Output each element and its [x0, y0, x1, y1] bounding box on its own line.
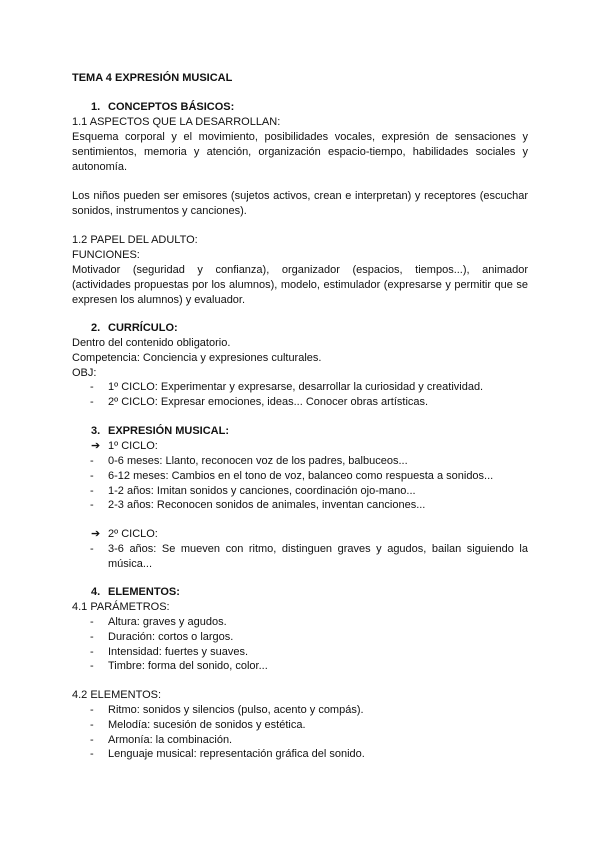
ciclo-1-label: 1º CICLO: — [108, 440, 158, 452]
list-bullet: - — [90, 396, 94, 408]
paragraph-line: (actividades propuestas por los alumnos), modelo, estimulador (expresarse y permitir que se — [72, 279, 528, 291]
arrow-bullet-icon: ➔ — [91, 528, 101, 540]
list-item: 6-12 meses: Cambios en el tono de voz, balanceo como respuesta a sonidos... — [108, 470, 494, 482]
list-item: 2-3 años: Reconocen sonidos de animales, inventan canciones... — [108, 499, 426, 511]
subsection-4-1-heading: 4.1 PARÁMETROS: — [72, 601, 170, 613]
list-bullet: - — [90, 381, 94, 393]
list-item: Timbre: forma del sonido, color... — [108, 660, 268, 672]
list-item: Altura: graves y agudos. — [108, 616, 227, 628]
section-2-heading: CURRÍCULO: — [108, 322, 178, 334]
list-item: 1-2 años: Imitan sonidos y canciones, coordinación ojo-mano... — [108, 485, 416, 497]
paragraph-line: sonidos, instrumentos y canciones). — [72, 205, 247, 217]
list-bullet: - — [90, 470, 94, 482]
list-bullet: - — [90, 734, 94, 746]
section-4-number: 4. — [91, 586, 101, 598]
list-item: Melodía: sucesión de sonidos y estética. — [108, 719, 306, 731]
arrow-bullet-icon: ➔ — [91, 440, 101, 452]
list-bullet: - — [90, 455, 94, 467]
subsection-4-2-heading: 4.2 ELEMENTOS: — [72, 689, 162, 701]
paragraph-line: Los niños pueden ser emisores (sujetos activos, crean e interpretan) y receptores (escuchar — [72, 190, 528, 202]
paragraph-line: expresen los alumnos) y evaluador. — [72, 294, 246, 306]
list-item: Intensidad: fuertes y suaves. — [108, 646, 249, 658]
list-item: Ritmo: sonidos y silencios (pulso, acento y compás). — [108, 704, 364, 716]
list-bullet: - — [90, 499, 94, 511]
obj-label: OBJ: — [72, 367, 97, 379]
list-item: 2º CICLO: Expresar emociones, ideas... Conocer obras artísticas. — [108, 396, 429, 408]
paragraph-line: sentimientos, memoria y atención, organización espacio-tiempo, habilidades sociales y — [72, 146, 528, 158]
list-bullet: - — [90, 660, 94, 672]
section-1-heading: CONCEPTOS BÁSICOS: — [108, 101, 235, 113]
section-3-number: 3. — [91, 425, 101, 437]
paragraph-line: Dentro del contenido obligatorio. — [72, 337, 231, 349]
funciones-label: FUNCIONES: — [72, 249, 140, 261]
list-bullet: - — [90, 719, 94, 731]
list-bullet: - — [90, 485, 94, 497]
subsection-1-2-heading: 1.2 PAPEL DEL ADULTO: — [72, 234, 198, 246]
section-3-heading: EXPRESIÓN MUSICAL: — [108, 425, 230, 437]
list-item: 1º CICLO: Experimentar y expresarse, desarrollar la curiosidad y creatividad. — [108, 381, 484, 393]
section-4-heading: ELEMENTOS: — [108, 586, 180, 598]
list-bullet: - — [90, 543, 94, 555]
paragraph-line: autonomía. — [72, 161, 128, 173]
list-bullet: - — [90, 631, 94, 643]
list-item: 0-6 meses: Llanto, reconocen voz de los padres, balbuceos... — [108, 455, 408, 467]
section-2-number: 2. — [91, 322, 101, 334]
list-bullet: - — [90, 616, 94, 628]
list-bullet: - — [90, 748, 94, 760]
list-bullet: - — [90, 646, 94, 658]
document-title: TEMA 4 EXPRESIÓN MUSICAL — [72, 72, 233, 84]
list-item: 3-6 años: Se mueven con ritmo, distinguen graves y agudos, bailan siguiendo la — [108, 543, 528, 555]
list-item: Armonía: la combinación. — [108, 734, 233, 746]
paragraph-line: Esquema corporal y el movimiento, posibilidades vocales, expresión de sensaciones y — [72, 131, 528, 143]
section-1-number: 1. — [91, 101, 101, 113]
paragraph-line: Competencia: Conciencia y expresiones culturales. — [72, 352, 322, 364]
paragraph-line: Motivador (seguridad y confianza), organizador (espacios, tiempos...), animador — [72, 264, 528, 276]
list-bullet: - — [90, 704, 94, 716]
subsection-1-1-heading: 1.1 ASPECTOS QUE LA DESARROLLAN: — [72, 116, 281, 128]
list-item: Lenguaje musical: representación gráfica del sonido. — [108, 748, 365, 760]
list-item-continuation: música... — [108, 558, 153, 570]
list-item: Duración: cortos o largos. — [108, 631, 234, 643]
ciclo-2-label: 2º CICLO: — [108, 528, 158, 540]
